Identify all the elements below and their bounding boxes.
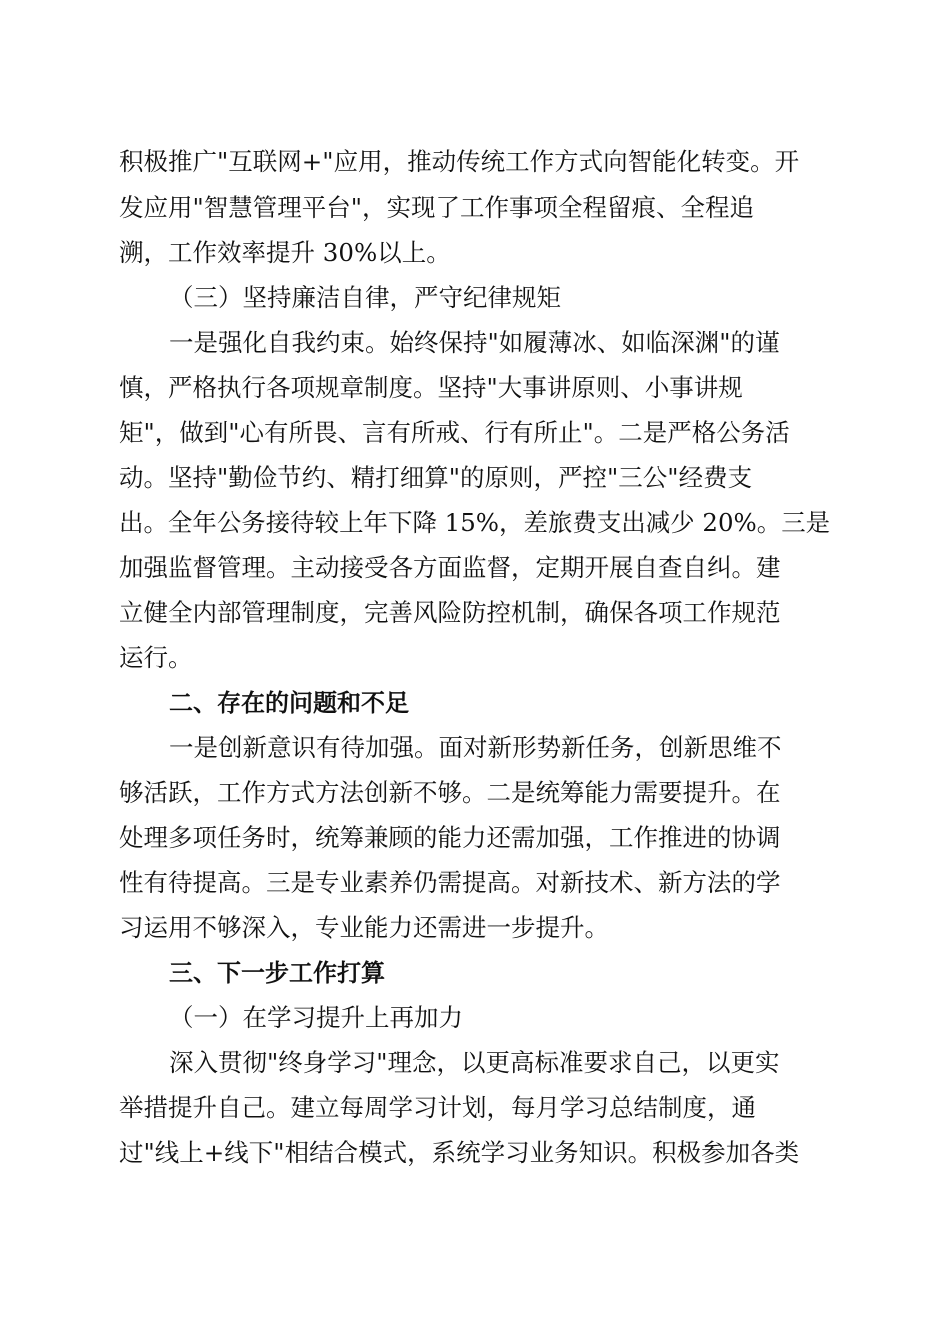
- body-text-line: 习运用不够深入，专业能力还需进一步提升。: [119, 913, 609, 942]
- body-text-line: 出。全年公务接待较上年下降 15%，差旅费支出减少 20%。三是: [119, 508, 831, 537]
- body-text-line: 处理多项任务时，统筹兼顾的能力还需加强，工作推进的协调: [119, 823, 781, 852]
- body-text-line: 性有待提高。三是专业素养仍需提高。对新技术、新方法的学: [119, 868, 781, 897]
- body-text-line: 积极推广"互联网+"应用，推动传统工作方式向智能化转变。开: [119, 147, 800, 176]
- body-text-line: 过"线上+线下"相结合模式，系统学习业务知识。积极参加各类: [119, 1138, 800, 1167]
- body-text-line: 一是强化自我约束。始终保持"如履薄冰、如临深渊"的谨: [169, 328, 780, 357]
- body-text-line: 举措提升自己。建立每周学习计划，每月学习总结制度，通: [119, 1093, 756, 1122]
- subsection-heading: （一）在学习提升上再加力: [169, 1003, 463, 1032]
- body-text-line: 加强监督管理。主动接受各方面监督，定期开展自查自纠。建: [119, 553, 781, 582]
- body-text-line: 一是创新意识有待加强。面对新形势新任务，创新思维不: [169, 733, 782, 762]
- body-text-line: 溯，工作效率提升 30%以上。: [119, 238, 451, 267]
- body-text-line: 发应用"智慧管理平台"，实现了工作事项全程留痕、全程追: [119, 193, 755, 222]
- section-heading: 三、下一步工作打算: [169, 959, 385, 987]
- body-text-line: 深入贯彻"终身学习"理念，以更高标准要求自己，以更实: [169, 1048, 780, 1077]
- body-text-line: 慎，严格执行各项规章制度。坚持"大事讲原则、小事讲规: [119, 373, 743, 402]
- body-text-line: 运行。: [119, 643, 193, 672]
- body-text-line: 动。坚持"勤俭节约、精打细算"的原则，严控"三公"经费支: [119, 463, 753, 492]
- body-text-line: 矩"，做到"心有所畏、言有所戒、行有所止"。二是严格公务活: [119, 418, 790, 447]
- section-heading: 二、存在的问题和不足: [169, 689, 409, 717]
- subsection-heading: （三）坚持廉洁自律，严守纪律规矩: [169, 283, 561, 312]
- body-text-line: 立健全内部管理制度，完善风险防控机制，确保各项工作规范: [119, 598, 781, 627]
- body-text-line: 够活跃，工作方式方法创新不够。二是统筹能力需要提升。在: [119, 778, 781, 807]
